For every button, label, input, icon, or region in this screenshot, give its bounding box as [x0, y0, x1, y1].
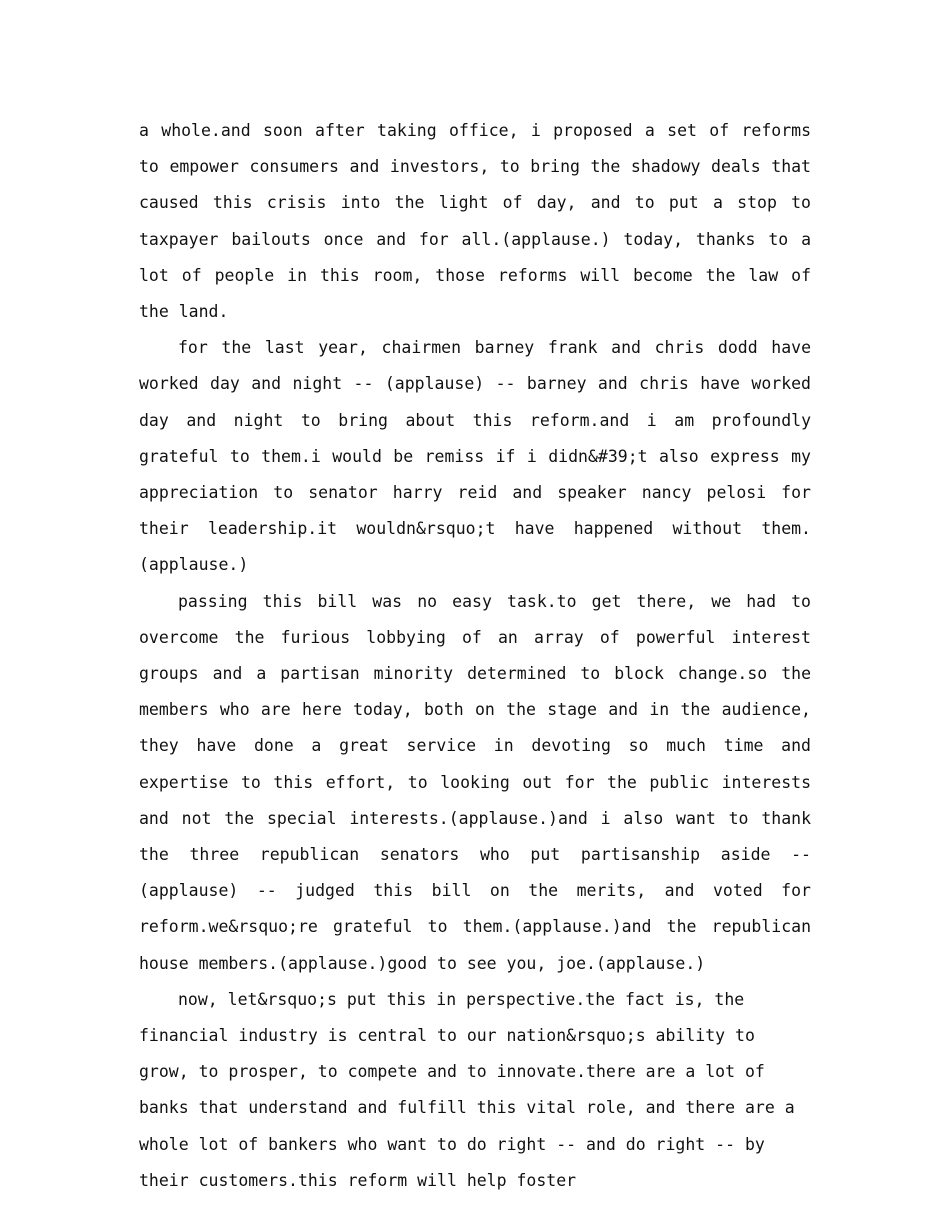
- paragraph-3: passing this bill was no easy task.to get there, we had to overcome the furious lobbying of an array of powerful interest groups and a partisan minority determined to block change.so the members who are here today, both on the stage and in the audience, they have done a great service in devoting so much time and expertise to this effort, to looking out for the public interests and not the special interests.(applause.)and i also want to thank the three republican senators who put partisanship aside -- (applause) -- judged this bill on the merits, and voted for reform.we&rsquo;re grateful to them.(applause.)and the republican house members.(applause.)good to see you, joe.(applause.): [139, 591, 811, 973]
- paragraph-4: now, let&rsquo;s put this in perspective.the fact is, the financial industry is central to our nation&rsquo;s ability to grow, to prosper, to compete and to innovate.there are a lot of banks that understand and fulfill this vital role, and there are a whole lot of bankers who want to do right -- and do right -- by their customers.this reform will help foster: [139, 989, 795, 1190]
- paragraph-1: a whole.and soon after taking office, i proposed a set of reforms to empower consumers and investors, to bring the shadowy deals that caused this crisis into the light of day, and to put a stop to taxpayer bailouts once and for all.(applause.) today, thanks to a lot of people in this room, those reforms will become the law of the land.: [139, 121, 811, 322]
- body-text: [139, 113, 811, 1199]
- paragraph-2: for the last year, chairmen barney frank and chris dodd have worked day and night -- (applause) -- barney and chris have worked day and night to bring about this reform.and i am profoundly grateful to them.i would be remiss if i didn&#39;t also express my appreciation to senator harry reid and speaker nancy pelosi for their leadership.it wouldn&rsquo;t have happened without them.(applause.): [139, 338, 811, 575]
